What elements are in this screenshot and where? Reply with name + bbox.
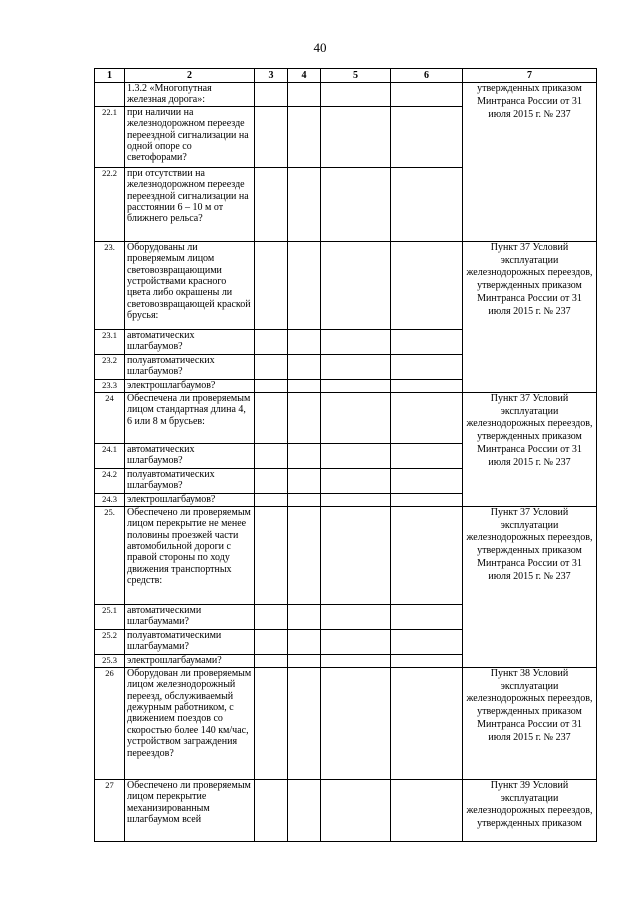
row-question: полуавтоматическими шлагбаумами? bbox=[125, 629, 255, 654]
cell-col-6 bbox=[391, 167, 463, 241]
cell-col-3 bbox=[255, 329, 288, 354]
cell-col-5 bbox=[321, 506, 391, 604]
cell-col-5 bbox=[321, 604, 391, 629]
row-question: электрошлагбаумов? bbox=[125, 493, 255, 506]
cell-col-6 bbox=[391, 354, 463, 379]
cell-col-4 bbox=[288, 241, 321, 329]
cell-col-3 bbox=[255, 506, 288, 604]
row-number: 22.2 bbox=[95, 167, 125, 241]
header-col-4: 4 bbox=[288, 69, 321, 83]
cell-col-6 bbox=[391, 779, 463, 841]
row-question: 1.3.2 «Многопутная железная дорога»: bbox=[125, 83, 255, 107]
row-number: 25.1 bbox=[95, 604, 125, 629]
cell-col-5 bbox=[321, 106, 391, 167]
row-question: при наличии на железнодорожном переезде переездной сигнализации на одной опоре со светофорами? bbox=[125, 106, 255, 167]
cell-col-6 bbox=[391, 604, 463, 629]
cell-col-4 bbox=[288, 667, 321, 779]
cell-col-4 bbox=[288, 443, 321, 468]
cell-col-4 bbox=[288, 392, 321, 443]
header-col-3: 3 bbox=[255, 69, 288, 83]
header-col-5: 5 bbox=[321, 69, 391, 83]
page-number: 40 bbox=[313, 40, 327, 55]
cell-col-6 bbox=[391, 83, 463, 107]
cell-col-6 bbox=[391, 106, 463, 167]
cell-col-4 bbox=[288, 106, 321, 167]
header-col-1: 1 bbox=[95, 69, 125, 83]
cell-col-6 bbox=[391, 506, 463, 604]
cell-col-5 bbox=[321, 392, 391, 443]
cell-col-6 bbox=[391, 468, 463, 493]
header-col-2: 2 bbox=[125, 69, 255, 83]
row-number: 23. bbox=[95, 241, 125, 329]
cell-col-6 bbox=[391, 629, 463, 654]
cell-col-4 bbox=[288, 604, 321, 629]
row-question: электрошлагбаумами? bbox=[125, 654, 255, 667]
cell-col-3 bbox=[255, 654, 288, 667]
header-row bbox=[95, 69, 597, 83]
row-number: 24 bbox=[95, 392, 125, 443]
cell-col-6 bbox=[391, 493, 463, 506]
row-question: Оборудован ли проверяемым лицом железнодорожный переезд, обслуживаемый дежурным работником, с движением поездов со скоростью более 140 км/час, устройством заграждения переездов? bbox=[125, 667, 255, 779]
cell-col-5 bbox=[321, 83, 391, 107]
cell-col-5 bbox=[321, 329, 391, 354]
row-number: 24.3 bbox=[95, 493, 125, 506]
row-number: 26 bbox=[95, 667, 125, 779]
row-legal-reference: Пункт 37 Условий эксплуатации железнодорожных переездов, утвержденных приказом Минтранса России от 31 июля 2015 г. № 237 bbox=[463, 506, 597, 667]
row-question: Обеспечено ли проверяемым лицом перекрытие не менее половины проезжей части автомобильной дороги с правой стороны по ходу движения транспортных средств: bbox=[125, 506, 255, 604]
row-legal-reference: Пункт 37 Условий эксплуатации железнодорожных переездов, утвержденных приказом Минтранса России от 31 июля 2015 г. № 237 bbox=[463, 241, 597, 392]
row-question: электрошлагбаумов? bbox=[125, 379, 255, 392]
row-question: Обеспечена ли проверяемым лицом стандартная длина 4, 6 или 8 м брусьев: bbox=[125, 392, 255, 443]
row-question: при отсутствии на железнодорожном переезде переездной сигнализации на расстоянии 6 – 10 м от ближнего рельса? bbox=[125, 167, 255, 241]
cell-col-4 bbox=[288, 629, 321, 654]
cell-col-3 bbox=[255, 106, 288, 167]
cell-col-3 bbox=[255, 443, 288, 468]
row-number: 23.1 bbox=[95, 329, 125, 354]
row-question: Оборудованы ли проверяемым лицом световозвращающими устройствами красного цвета либо окрашены ли световозвращающей краской брусья: bbox=[125, 241, 255, 329]
row-question: автоматическими шлагбаумами? bbox=[125, 604, 255, 629]
cell-col-4 bbox=[288, 468, 321, 493]
row-legal-reference: Пункт 39 Условий эксплуатации железнодорожных переездов, утвержденных приказом bbox=[463, 779, 597, 841]
cell-col-6 bbox=[391, 392, 463, 443]
cell-col-3 bbox=[255, 354, 288, 379]
cell-col-5 bbox=[321, 167, 391, 241]
row-question: автоматических шлагбаумов? bbox=[125, 329, 255, 354]
row-number: 25.3 bbox=[95, 654, 125, 667]
cell-col-6 bbox=[391, 667, 463, 779]
cell-col-3 bbox=[255, 604, 288, 629]
cell-col-4 bbox=[288, 83, 321, 107]
cell-col-6 bbox=[391, 379, 463, 392]
row-question: автоматических шлагбаумов? bbox=[125, 443, 255, 468]
row-question: полуавтоматических шлагбаумов? bbox=[125, 354, 255, 379]
cell-col-5 bbox=[321, 379, 391, 392]
cell-col-5 bbox=[321, 354, 391, 379]
cell-col-5 bbox=[321, 779, 391, 841]
row-number: 22.1 bbox=[95, 106, 125, 167]
cell-col-3 bbox=[255, 779, 288, 841]
row-number: 23.3 bbox=[95, 379, 125, 392]
cell-col-4 bbox=[288, 493, 321, 506]
cell-col-3 bbox=[255, 83, 288, 107]
table-row bbox=[95, 667, 597, 779]
header-col-6: 6 bbox=[391, 69, 463, 83]
cell-col-3 bbox=[255, 493, 288, 506]
table-row bbox=[95, 392, 597, 443]
header-col-7: 7 bbox=[463, 69, 597, 83]
row-legal-reference: утвержденных приказом Минтранса России от 31 июля 2015 г. № 237 bbox=[463, 83, 597, 242]
cell-col-4 bbox=[288, 506, 321, 604]
checklist-table bbox=[94, 68, 597, 842]
row-legal-reference: Пункт 38 Условий эксплуатации железнодорожных переездов, утвержденных приказом Минтранса России от 31 июля 2015 г. № 237 bbox=[463, 667, 597, 779]
row-number: 24.1 bbox=[95, 443, 125, 468]
cell-col-5 bbox=[321, 654, 391, 667]
cell-col-6 bbox=[391, 443, 463, 468]
table-row bbox=[95, 506, 597, 604]
cell-col-5 bbox=[321, 241, 391, 329]
row-number bbox=[95, 83, 125, 107]
cell-col-5 bbox=[321, 493, 391, 506]
row-question: Обеспечено ли проверяемым лицом перекрытие механизированным шлагбаумом всей bbox=[125, 779, 255, 841]
row-question: полуавтоматических шлагбаумов? bbox=[125, 468, 255, 493]
cell-col-6 bbox=[391, 241, 463, 329]
row-legal-reference: Пункт 37 Условий эксплуатации железнодорожных переездов, утвержденных приказом Минтранса России от 31 июля 2015 г. № 237 bbox=[463, 392, 597, 506]
cell-col-5 bbox=[321, 443, 391, 468]
cell-col-3 bbox=[255, 629, 288, 654]
row-number: 25. bbox=[95, 506, 125, 604]
cell-col-3 bbox=[255, 167, 288, 241]
cell-col-3 bbox=[255, 468, 288, 493]
cell-col-4 bbox=[288, 167, 321, 241]
row-number: 27 bbox=[95, 779, 125, 841]
cell-col-5 bbox=[321, 629, 391, 654]
cell-col-4 bbox=[288, 379, 321, 392]
row-number: 25.2 bbox=[95, 629, 125, 654]
row-number: 23.2 bbox=[95, 354, 125, 379]
cell-col-5 bbox=[321, 468, 391, 493]
table-row bbox=[95, 241, 597, 329]
cell-col-3 bbox=[255, 379, 288, 392]
cell-col-3 bbox=[255, 667, 288, 779]
cell-col-4 bbox=[288, 779, 321, 841]
cell-col-6 bbox=[391, 329, 463, 354]
cell-col-3 bbox=[255, 241, 288, 329]
cell-col-3 bbox=[255, 392, 288, 443]
cell-col-4 bbox=[288, 354, 321, 379]
row-number: 24.2 bbox=[95, 468, 125, 493]
cell-col-5 bbox=[321, 667, 391, 779]
cell-col-4 bbox=[288, 654, 321, 667]
table-row bbox=[95, 779, 597, 841]
table-row bbox=[95, 83, 597, 107]
cell-col-6 bbox=[391, 654, 463, 667]
cell-col-4 bbox=[288, 329, 321, 354]
